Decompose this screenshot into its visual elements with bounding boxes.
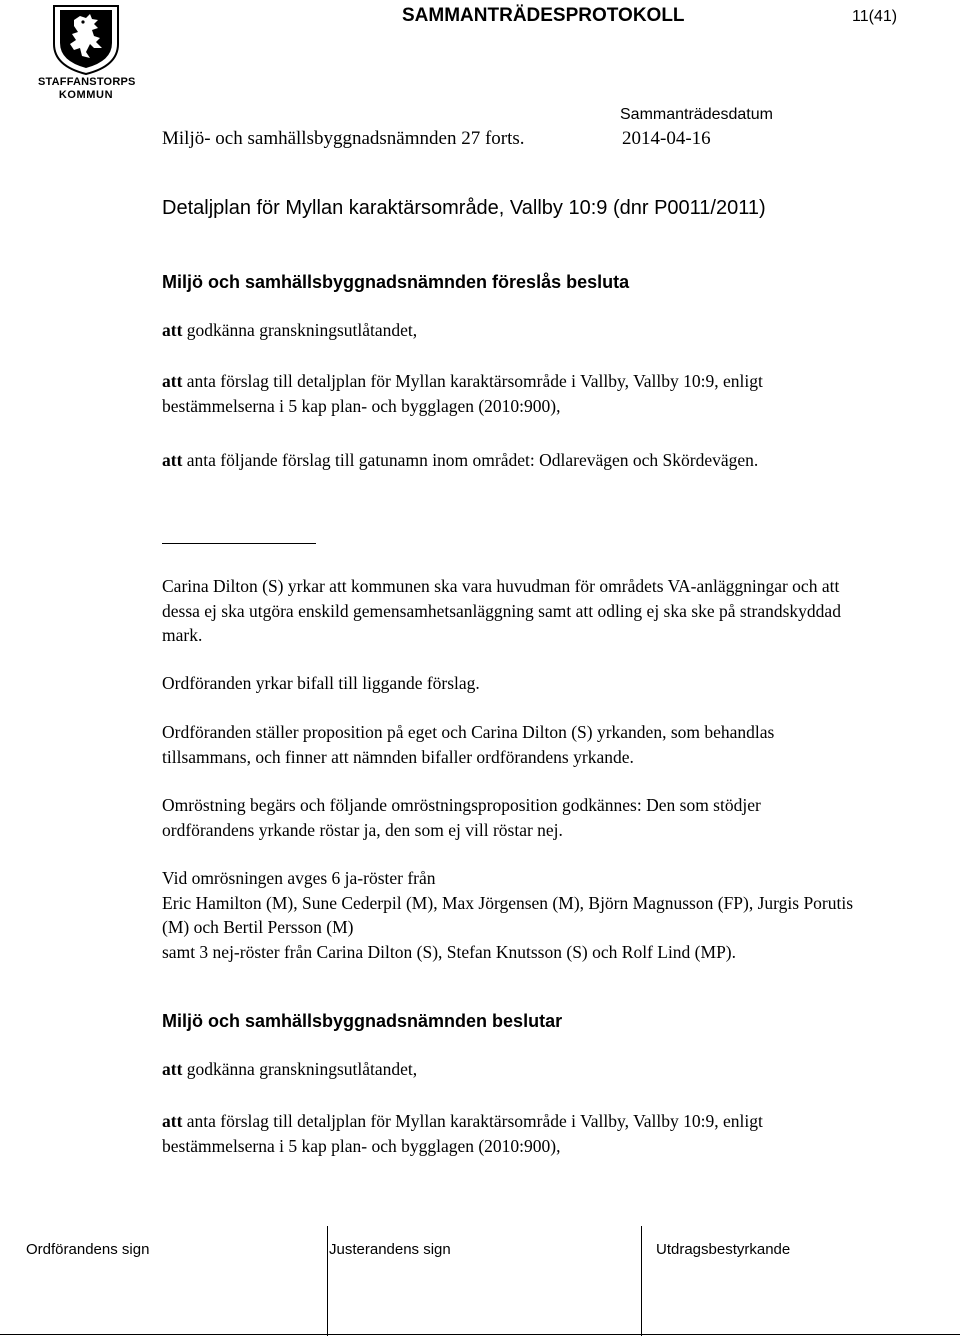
- paragraph-dilton-motion: Carina Dilton (S) yrkar att kommunen ska vara huvudman för områdets VA-anläggningar och att dessa ej ska utgöra enskild gemensamhetsanläggning samt att odling ej ska ske på strandskyddad mark.: [162, 576, 841, 645]
- logo-text-line1: STAFFANSTORPS: [38, 76, 136, 88]
- vote-result: [162, 866, 862, 964]
- committee-name: Miljö- och samhällsbyggnadsnämnden 27 forts.: [162, 128, 525, 149]
- att-keyword: att: [162, 320, 183, 340]
- page-number: 11(41): [852, 8, 898, 25]
- document-title: SAMMANTRÄDESPROTOKOLL: [402, 5, 685, 26]
- footer-chair-sign-box: [0, 1226, 327, 1336]
- att-keyword: att: [162, 450, 183, 470]
- section-heading: Detaljplan för Myllan karaktärsområde, Vallby 10:9 (dnr P0011/2011): [162, 197, 766, 219]
- paragraph-proposition: Ordföranden ställer proposition på eget och Carina Dilton (S) yrkanden, som behandlas tillsammans, och finner att nämnden bifaller ordförandens yrkande.: [162, 722, 775, 767]
- proposal-heading: Miljö och samhällsbyggnadsnämnden föreslås besluta: [162, 272, 630, 292]
- meeting-date: 2014-04-16: [622, 128, 711, 149]
- footer-extract-box: [641, 1226, 960, 1336]
- proposal-item-3: [162, 448, 812, 473]
- vote-line-3: samt 3 nej-röster från Carina Dilton (S), Stefan Knutsson (S) och Rolf Lind (MP).: [162, 941, 737, 962]
- meeting-date-label: Sammanträdesdatum: [620, 106, 773, 123]
- vote-line-1: Vid omrösningen avges 6 ja-röster från: [162, 868, 436, 888]
- extract-certify-label: Utdragsbestyrkande: [656, 1241, 791, 1258]
- paragraph-vote-request: Omröstning begärs och följande omröstningsproposition godkännes: Den som stödjer ordförandens yrkande röstar ja, den som ej vill röstar nej.: [162, 795, 761, 840]
- att-keyword: att: [162, 1111, 183, 1131]
- decision-item-2: [162, 1109, 812, 1158]
- proposal-item-2: [162, 369, 812, 418]
- vote-line-2: Eric Hamilton (M), Sune Cederpil (M), Max Jörgensen (M), Björn Magnusson (FP), Jurgis Porutis (M) och Bertil Persson (M): [162, 892, 854, 937]
- chair-sign-label: Ordförandens sign: [26, 1241, 150, 1258]
- decision-heading: Miljö och samhällsbyggnadsnämnden beslutar: [162, 1011, 563, 1031]
- logo-text-line2: KOMMUN: [58, 89, 114, 101]
- proposal-item-1: [162, 318, 417, 343]
- proposal-item-text: anta förslag till detaljplan för Myllan karaktärsområde i Vallby, Vallby 10:9, enligt bestämmelserna i 5 kap plan- och bygglagen (2010:900),: [162, 371, 763, 416]
- decision-item-1: [162, 1057, 417, 1082]
- footer-adjuster-sign-box: [327, 1226, 642, 1336]
- att-keyword: att: [162, 371, 183, 391]
- paragraph-chair-motion: Ordföranden yrkar bifall till liggande förslag.: [162, 673, 480, 693]
- adjuster-sign-label: Justerandens sign: [329, 1241, 451, 1258]
- decision-item-text: anta förslag till detaljplan för Myllan karaktärsområde i Vallby, Vallby 10:9, enligt bestämmelserna i 5 kap plan- och bygglagen (2010:900),: [162, 1111, 763, 1156]
- divider: [162, 543, 316, 544]
- att-keyword: att: [162, 1059, 183, 1079]
- proposal-item-text: godkänna granskningsutlåtandet,: [182, 320, 418, 340]
- decision-item-text: godkänna granskningsutlåtandet,: [182, 1059, 418, 1079]
- proposal-item-text: anta följande förslag till gatunamn inom området: Odlarevägen och Skördevägen.: [182, 450, 759, 470]
- footer-bottom-line: [0, 1334, 960, 1335]
- coat-of-arms-icon: [36, 4, 136, 76]
